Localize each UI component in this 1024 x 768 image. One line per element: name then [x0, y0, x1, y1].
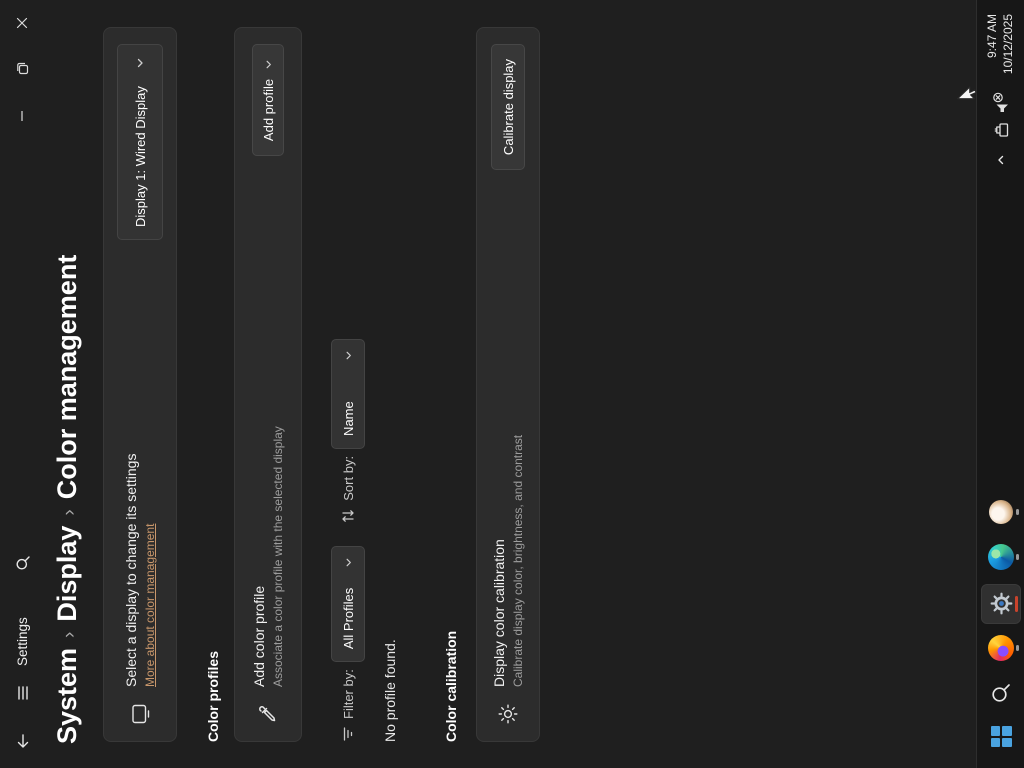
app-title: Settings: [15, 617, 30, 666]
close-button[interactable]: [0, 0, 44, 46]
usb-tray-icon: [992, 120, 1012, 140]
taskbar: [976, 0, 1024, 768]
running-indicator: [1016, 645, 1019, 651]
running-indicator: [1016, 554, 1019, 560]
color-profiles-header: Color profiles: [205, 650, 221, 742]
start-icon: [991, 727, 1012, 748]
display-selector-dropdown[interactable]: [117, 44, 163, 240]
display-color-calibration-subtitle: Calibrate display color, brightness, and contrast: [511, 434, 525, 687]
nav-menu-button[interactable]: [6, 676, 40, 710]
restore-button[interactable]: [0, 46, 44, 92]
network-volume-tray-button[interactable]: [990, 88, 1014, 116]
display-color-calibration-card: [476, 27, 540, 742]
breadcrumb-display[interactable]: Display: [52, 525, 82, 622]
running-indicator: [1016, 509, 1019, 515]
add-color-profile-card: [234, 27, 302, 742]
start-button[interactable]: [981, 717, 1021, 757]
copilot-taskbar-button[interactable]: [981, 492, 1021, 532]
calibrate-display-button[interactable]: [491, 44, 525, 170]
breadcrumb-separator: ›: [58, 509, 80, 516]
usb-tray-button[interactable]: [990, 118, 1014, 142]
display-select-label: Select a display to change its settings: [123, 453, 139, 687]
settings-search-button[interactable]: [6, 546, 40, 580]
sort-icon: [340, 508, 356, 524]
sort-by-label: Sort by:: [340, 455, 356, 501]
taskbar-search-button[interactable]: [981, 673, 1021, 713]
taskbar-search-icon: [990, 682, 1012, 704]
firefox-taskbar-button[interactable]: [981, 628, 1021, 668]
search-icon: [15, 555, 31, 571]
copilot-icon: [989, 500, 1013, 524]
filter-icon: [340, 726, 356, 742]
breadcrumb: [52, 255, 83, 744]
filter-by-label: Filter by:: [340, 669, 356, 719]
edge-taskbar-button[interactable]: [981, 537, 1021, 577]
clock-date: 10/12/2025: [1001, 14, 1015, 75]
add-profile-button-label: Add profile: [260, 78, 276, 142]
add-color-profile-subtitle: Associate a color profile with the selected display: [271, 426, 285, 687]
page-title: Color management: [52, 254, 82, 500]
chevron-down-icon: [134, 57, 146, 69]
taskbar-clock[interactable]: [984, 14, 1016, 74]
chevron-down-icon: [343, 557, 354, 568]
display-color-calibration-title: Display color calibration: [491, 539, 507, 687]
network-volume-icon: [992, 89, 1012, 115]
no-profile-message: No profile found.: [382, 639, 398, 742]
hamburger-icon: [15, 685, 31, 701]
more-about-color-management-link[interactable]: More about color management: [143, 523, 157, 687]
settings-taskbar-button[interactable]: [981, 584, 1021, 624]
restore-icon: [16, 63, 29, 76]
breadcrumb-system[interactable]: System: [52, 647, 82, 744]
chevron-down-icon: [263, 59, 274, 70]
filter-by-dropdown[interactable]: [331, 546, 365, 662]
calibrate-display-button-label: Calibrate display: [500, 58, 516, 156]
mouse-cursor: [957, 85, 978, 100]
hidden-icons-button[interactable]: [989, 148, 1013, 172]
eyedropper-icon: [257, 703, 279, 725]
cursor-arrow-icon: [957, 85, 978, 100]
clock-time: 9:47 AM: [985, 14, 999, 59]
back-button[interactable]: [6, 724, 40, 758]
titlebar: [0, 0, 48, 768]
back-icon: [15, 733, 31, 749]
color-calibration-header: Color calibration: [443, 630, 459, 742]
add-profile-button[interactable]: [252, 44, 284, 156]
chevron-down-icon: [343, 350, 354, 361]
hidden-icons-chevron-icon: [994, 153, 1008, 167]
close-icon: [16, 17, 28, 29]
active-app-indicator: [1015, 596, 1018, 612]
sort-by-value: Name: [340, 401, 356, 436]
edge-icon: [988, 544, 1014, 570]
firefox-icon: [988, 635, 1014, 661]
sort-by-dropdown[interactable]: [331, 339, 365, 449]
display-select-card: [103, 27, 177, 742]
profile-filter-row: [331, 339, 365, 742]
filter-by-value: All Profiles: [340, 587, 356, 650]
add-color-profile-title: Add color profile: [251, 585, 267, 687]
minimize-icon: [16, 110, 28, 122]
settings-gear-icon: [990, 593, 1013, 616]
sun-icon: [497, 703, 519, 725]
breadcrumb-separator: ›: [58, 631, 80, 638]
display-selector-value: Display 1: Wired Display: [132, 86, 148, 227]
minimize-button[interactable]: [0, 93, 44, 139]
display-icon: [129, 703, 151, 725]
